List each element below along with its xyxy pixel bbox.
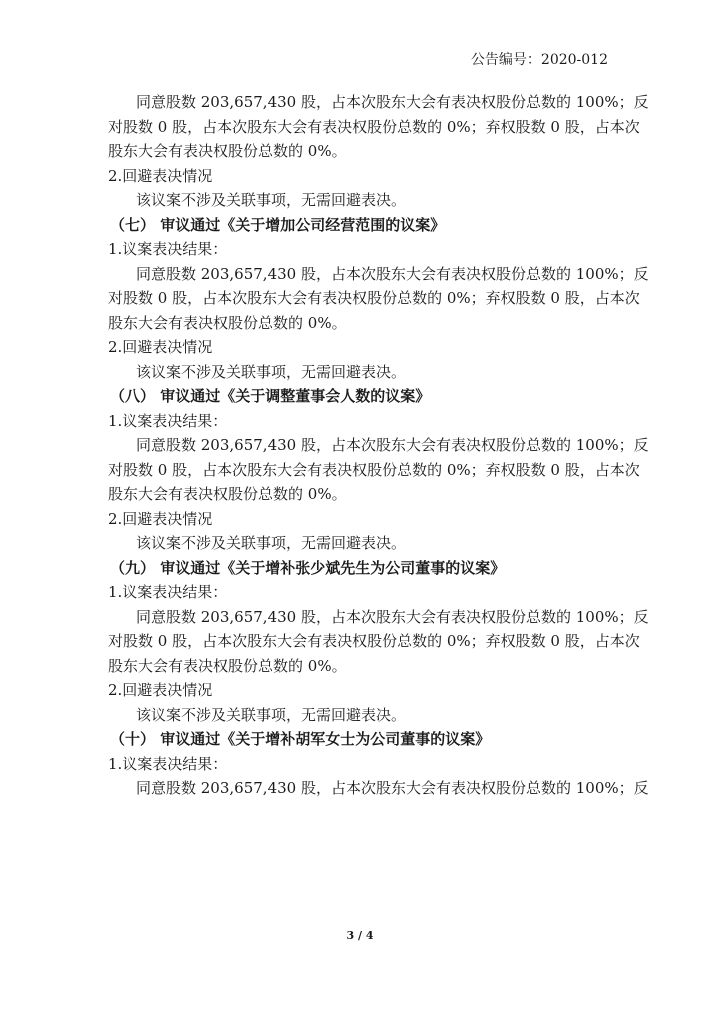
paragraph-line: 股东大会有表决权股份总数的 0%。 [108,656,347,675]
paragraph-line: 同意股数 203,657,430 股，占本次股东大会有表决权股份总数的 100%；反 [136,93,649,111]
paragraph-line: 该议案不涉及关联事项，无需回避表决。 [136,362,407,381]
page-number: 3 / 4 [346,929,374,942]
paragraph-line: 该议案不涉及关联事项，无需回避表决。 [136,534,407,552]
section-heading: （十） 审议通过《关于增补胡军女士为公司董事的议案》 [110,730,491,748]
section-heading: （七） 审议通过《关于增加公司经营范围的议案》 [110,215,446,234]
paragraph-line: 股东大会有表决权股份总数的 0%。 [108,313,347,332]
paragraph-line: 对股数 0 股，占本次股东大会有表决权股份总数的 0%；弃权股数 0 股，占本次 [108,460,640,479]
section-heading: （九） 审议通过《关于增补张少斌先生为公司董事的议案》 [110,558,506,577]
subheading: 2.回避表决情况 [108,681,213,699]
subheading: 1.议案表决结果： [108,411,228,430]
subheading: 1.议案表决结果： [108,240,228,258]
subheading: 2.回避表决情况 [108,338,213,356]
paragraph-line: 对股数 0 股，占本次股东大会有表决权股份总数的 0%；弃权股数 0 股，占本次 [108,289,640,307]
paragraph-line: 同意股数 203,657,430 股，占本次股东大会有表决权股份总数的 100%；反 [136,264,649,283]
subheading: 1.议案表决结果： [108,583,228,601]
paragraph-line: 同意股数 203,657,430 股，占本次股东大会有表决权股份总数的 100%；反 [136,779,649,797]
subheading: 1.议案表决结果： [108,754,228,773]
announcement-number: 公告编号：2020-012 [470,52,608,68]
paragraph-line: 对股数 0 股，占本次股东大会有表决权股份总数的 0%；弃权股数 0 股，占本次 [108,117,640,136]
paragraph-line: 股东大会有表决权股份总数的 0%。 [108,485,347,503]
paragraph-line: 该议案不涉及关联事项，无需回避表决。 [136,191,407,209]
paragraph-line: 股东大会有表决权股份总数的 0%。 [108,142,347,160]
paragraph-line: 同意股数 203,657,430 股，占本次股东大会有表决权股份总数的 100%；反 [136,607,649,626]
paragraph-line: 该议案不涉及关联事项，无需回避表决。 [136,705,407,724]
section-heading: （八） 审议通过《关于调整董事会人数的议案》 [110,387,431,405]
subheading: 2.回避表决情况 [108,166,213,185]
paragraph-line: 对股数 0 股，占本次股东大会有表决权股份总数的 0%；弃权股数 0 股，占本次 [108,632,640,650]
paragraph-line: 同意股数 203,657,430 股，占本次股东大会有表决权股份总数的 100%；反 [136,436,649,454]
subheading: 2.回避表决情况 [108,509,213,528]
